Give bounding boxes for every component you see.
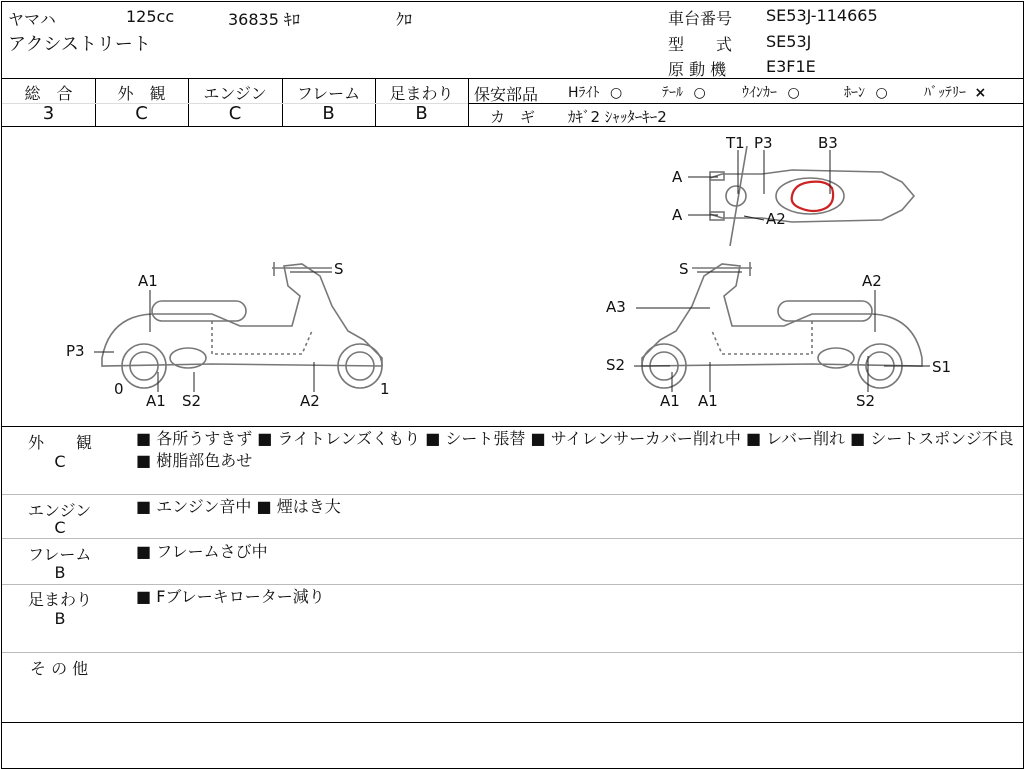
safety-item-name: ﾃｰﾙ xyxy=(662,85,683,101)
grade-exterior-value: C xyxy=(135,103,148,124)
damage-code-label: B3 xyxy=(818,134,838,152)
key-value: ｶｷﾞ2 ｼｬｯﾀｰｷｰ2 xyxy=(568,108,667,126)
key-label: カ ギ xyxy=(490,108,536,126)
grade-suspension-label: 足まわり xyxy=(389,84,454,103)
note-suspension-grade: B xyxy=(54,609,66,628)
inspection-sheet xyxy=(1,1,1024,769)
divider xyxy=(2,722,1023,723)
safety-item-name: ｳｲﾝｶｰ xyxy=(742,85,777,101)
frame-no-label: 車台番号 xyxy=(668,9,733,28)
damage-code-label: S xyxy=(334,260,344,278)
safety-horn xyxy=(844,82,888,102)
safety-winker xyxy=(742,82,800,102)
damage-code-label: A1 xyxy=(138,272,158,290)
note-engine-text: ■ エンジン音中 ■ 煙はき大 xyxy=(136,497,341,516)
damage-code-label: P3 xyxy=(754,134,773,152)
divider xyxy=(2,494,1023,495)
note-exterior-text: ■ 各所うすきず ■ ライトレンズくもり ■ シート張替 ■ サイレンサーカバー削れ中 ■ レバー削れ ■ シートスポンジ不良 ■ 樹脂部色あせ xyxy=(136,429,1014,470)
note-exterior-grade: C xyxy=(54,452,66,471)
divider xyxy=(2,426,1023,427)
safety-mark: ○ xyxy=(609,85,623,101)
divider xyxy=(2,538,1023,539)
safety-mark: ○ xyxy=(693,85,706,101)
damage-code-label: T1 xyxy=(726,134,745,152)
grade-engine-value: C xyxy=(228,103,242,124)
diagram-labels xyxy=(66,134,951,410)
note-engine-title: エンジン xyxy=(28,501,92,520)
engine-value: E3F1E xyxy=(766,57,816,76)
type-label: 型 式 xyxy=(668,35,733,54)
scooter-top-view xyxy=(710,146,914,246)
safety-mark: × xyxy=(974,85,987,101)
damage-code-label: A2 xyxy=(766,210,786,228)
damage-code-label: A1 xyxy=(660,392,680,410)
grade-total-label: 総 合 xyxy=(24,84,73,103)
grade-total-value: 3 xyxy=(42,103,55,124)
grade-exterior-label: 外 観 xyxy=(117,84,166,103)
leader-lines xyxy=(94,150,930,392)
note-suspension-title: 足まわり xyxy=(28,590,93,609)
safety-mark: ○ xyxy=(787,85,800,101)
mileage: 36835 ｷﾛ xyxy=(228,10,300,29)
damage-code-label: S1 xyxy=(932,358,952,376)
divider xyxy=(2,78,1023,79)
divider xyxy=(468,103,1023,104)
damage-code-label: S2 xyxy=(182,392,202,410)
engine-label: 原 動 機 xyxy=(668,60,727,79)
displacement: 125cc xyxy=(126,7,175,26)
model-name: アクシストリート xyxy=(8,34,151,55)
safety-mark: ○ xyxy=(875,85,888,101)
damage-code-label: 0 xyxy=(114,380,124,398)
color: ｸﾛ xyxy=(396,10,413,29)
safety-tail xyxy=(662,82,706,102)
damage-diagram xyxy=(2,126,1023,426)
note-suspension-text: ■ Fブレーキローター減り xyxy=(136,587,325,606)
damage-code-label: S2 xyxy=(606,356,626,374)
safety-item-name: ﾎｰﾝ xyxy=(844,85,865,101)
note-other-title: そ の 他 xyxy=(30,659,89,678)
damage-code-label: 1 xyxy=(380,380,390,398)
note-exterior-title: 外 観 xyxy=(28,433,93,452)
grade-frame-value: B xyxy=(322,103,335,124)
safety-headlight xyxy=(568,82,622,102)
frame-no: SE53J-114665 xyxy=(766,6,878,25)
type-value: SE53J xyxy=(766,32,812,51)
damage-code-label: A2 xyxy=(300,392,320,410)
safety-item-name: Hﾗｲﾄ xyxy=(568,85,600,101)
safety-label: 保安部品 xyxy=(474,85,539,104)
damage-code-label: S xyxy=(679,260,689,278)
note-frame-grade: B xyxy=(54,563,66,582)
damage-code-label: S2 xyxy=(856,392,876,410)
damage-code-label: A xyxy=(672,168,683,186)
note-frame-title: フレーム xyxy=(28,545,92,564)
note-engine-grade: C xyxy=(54,518,66,537)
damage-code-label: A1 xyxy=(698,392,718,410)
divider xyxy=(468,78,469,126)
note-frame-text: ■ フレームさび中 xyxy=(136,542,268,561)
damage-mark xyxy=(792,182,833,211)
safety-item-name: ﾊﾞｯﾃﾘｰ xyxy=(924,85,966,101)
damage-code-label: A2 xyxy=(862,272,882,290)
grade-engine-label: エンジン xyxy=(203,84,267,103)
divider xyxy=(2,584,1023,585)
damage-code-label: P3 xyxy=(66,342,85,360)
damage-code-label: A3 xyxy=(606,298,626,316)
safety-battery xyxy=(924,82,986,102)
grade-suspension-value: B xyxy=(415,103,428,124)
maker: ヤマハ xyxy=(8,10,56,29)
grade-frame-label: フレーム xyxy=(296,84,361,103)
damage-code-label: A1 xyxy=(146,392,166,410)
damage-code-label: A xyxy=(672,206,683,224)
divider xyxy=(2,652,1023,653)
